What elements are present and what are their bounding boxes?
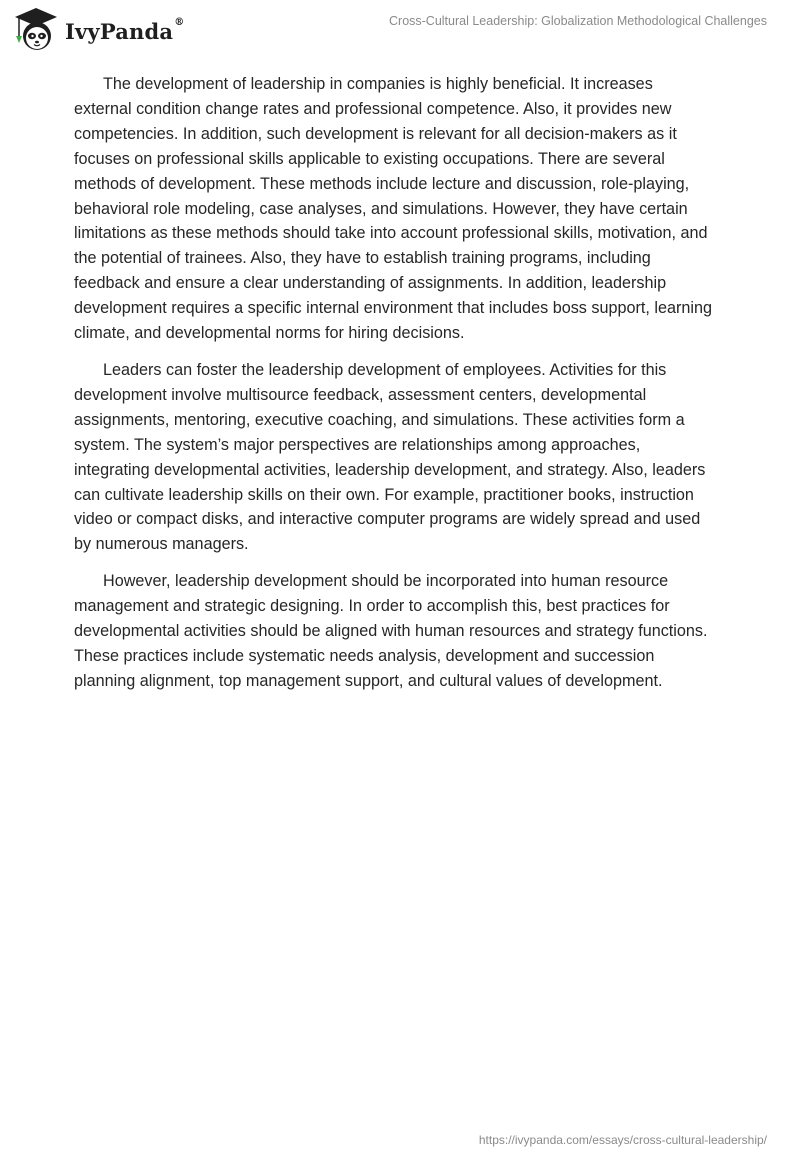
panda-graduation-cap-icon: [13, 6, 59, 54]
source-url-link[interactable]: https://ivypanda.com/essays/cross-cultural-leadership/: [478, 1133, 767, 1147]
page-header: [0, 0, 800, 60]
paragraph: The development of leadership in companies is highly beneficial. It increases external condition change rates and professional competence. Also, it provides new competencies. In addition, such development is relevant for all decision-makers as it focuses on professional skills applicable to existing occupations. There are several methods of development. These methods include lecture and discussion, role-playing, behavioral role modeling, case analyses, and simulations. However, they have certain limitations as these methods should take into account professional skills, motivation, and the potential of trainees. Also, they have to establish training programs, including feedback and ensure a clear understanding of assignments. In addition, leadership development requires a specific internal environment that includes boss support, learning climate, and developmental norms for hiring decisions.: [74, 75, 712, 343]
paragraph: However, leadership development should be incorporated into human resource management and strategic designing. In order to accomplish this, best practices for developmental activities should be aligned with human resources and strategy functions. These practices include systematic needs analysis, development and succession planning alignment, top management support, and cultural values of development.: [74, 572, 708, 690]
running-title: Cross-Cultural Leadership: Globalization Methodological Challenges: [389, 14, 767, 28]
registered-mark: ®: [174, 16, 185, 28]
paragraph: Leaders can foster the leadership development of employees. Activities for this development involve multisource feedback, assessment centers, developmental assignments, mentoring, executive coaching, and simulations. These activities form a system. The system’s major perspectives are relationships among approaches, integrating developmental activities, leadership development, and strategy. Also, leaders can cultivate leadership skills on their own. For example, practitioner books, instruction video or compact disks, and interactive computer programs are widely spread and used by numerous managers.: [74, 360, 706, 554]
brand-logo[interactable]: [13, 6, 184, 54]
brand-name-text: IvyPanda: [65, 18, 174, 44]
brand-name: [65, 16, 185, 44]
essay-body: [74, 72, 714, 706]
